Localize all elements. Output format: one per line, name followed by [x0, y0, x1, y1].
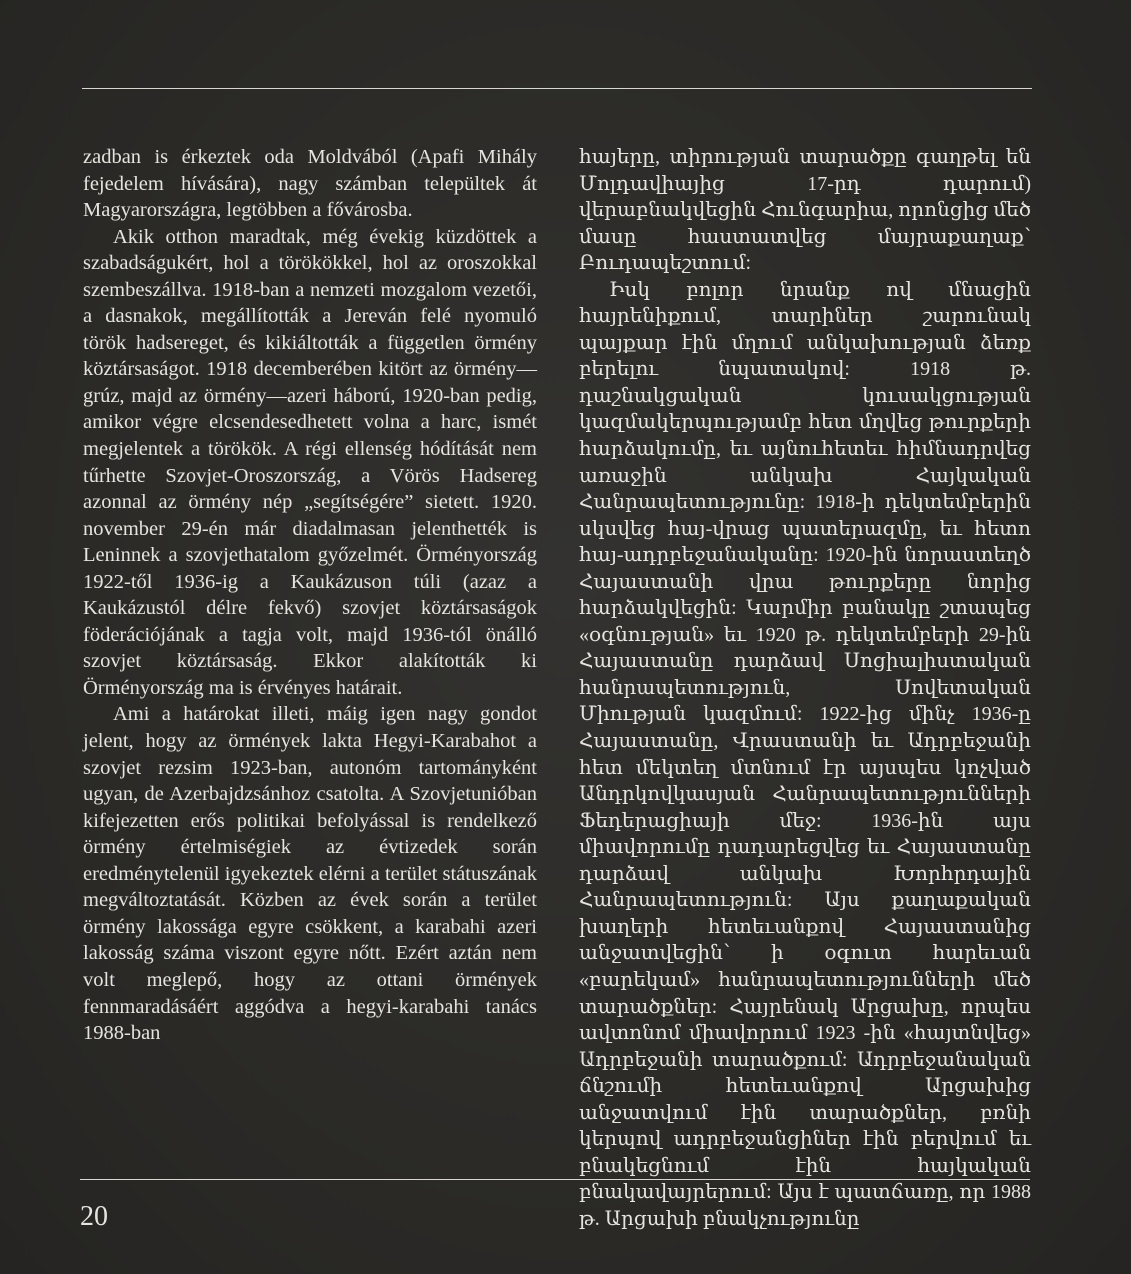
armenian-text-column: [579, 144, 1031, 1232]
paragraph: հայերը, տիրության տարածքը գաղթել են Մոլդավիայից 17-րդ դարում) վերաբնակվեցին Հունգարիա, որոնցից մեծ մասը հաստատվեց մայրաքաղաք՝ Բուդապեշտում:: [579, 146, 1031, 275]
top-rule: [82, 88, 1032, 89]
page-number: 20: [80, 1201, 108, 1232]
paragraph: Akik otthon maradtak, még évekig küzdöttek a szabadságukért, hol a törökökkel, hol az oroszokkal szembeszállva. 1918-ban a nemzeti mozgalom vezetői, a dasnakok, megállították a Jereván felé nyomuló török hadsereget, és kikiáltották a független örmény köztársaságot. 1918 decemberében kitört az örmény—grúz, majd az örmény—azeri háború, 1920-ban pedig, amikor végre elcsendesedhetett volna a harc, ismét megjelentek a törökök. A régi ellenség hódítását nem tűrhette Szovjet-Oroszország, a Vörös Hadsereg azonnal az örmény nép „segítségére” sietett. 1920. november 29-én már diadalmasan jelenthették is Leninnek a szovjethatalom győzelmét. Örményország 1922-től 1936-ig a Kaukázuson túli (azaz a Kaukázustól délre fekvő) szovjet köztársaságok föderációjának a tagja volt, majd 1936-tól önálló szovjet köztársaság. Ekkor alakították ki Örményország ma is érvényes határait.: [83, 225, 537, 699]
paragraph: Իսկ բոլոր նրանք ով մնացին հայրենիքում, տարիներ շարունակ պայքար էին մղում անկախության ձեռք բերելու նպատակով: 1918 թ. դաշնակցական կուսակցության կազմակերպությամբ հետ մղվեց թուրքերի հարձակումը, եւ այնուհետեւ հիմնադրվեց առաջին անկախ Հայկական Հանրապետությունը: 1918-ի դեկտեմբերին սկսվեց հայ-վրաց պատերազմը, եւ հետո հայ-ադրբեջանականը: 1920-ին նորաստեղծ Հայաստանի վրա թուրքերը նորից հարձակվեցին: Կարմիր բանակը շտապեց «օգնության» եւ 1920 թ. դեկտեմբերի 29-ին Հայաստանը դարձավ Սոցիալիստական հանրապետություն, Սովետական Միության կազմում: 1922-ից մինչ 1936-ը Հայաստանը, Վրաստանի եւ Ադրբեջանի հետ մեկտեղ մտնում էր այսպես կոչված Անդրկովկասյան Հանրապետությունների Ֆեդերացիայի մեջ: 1936-ին այս միավորումը դադարեցվեց եւ Հայաստանը դարձավ անկախ Խորհրդային Հանրապետություն: Այս քաղաքական խաղերի հետեւանքով Հայաստանից անջատվեցին՝ ի օգուտ հարեւան «բարեկամ» հանրապետությունների մեծ տարածքներ: Հայրենակ Արցախը, որպես ավտոնոմ միավորում 1923 -ին «հայտնվեց» Ադրբեջանի տարածքում: Ադրբեջանական ճնշումի հետեւանքով Արցախից անջատվում էին տարածքներ, բռնի կերպով ադրբեջանցիներ էին բերվում եւ բնակեցնում էին հայկական բնակավայրերում: Այս է պատճառը, որ 1988 թ. Արցախի բնակչությունը: [579, 278, 1031, 1230]
bottom-rule: [80, 1179, 1030, 1180]
paragraph: Ami a határokat illeti, máig igen nagy gondot jelent, hogy az örmények lakta Hegyi-Karabahot a szovjet rezsim 1923-ban, autonóm tartományként ugyan, de Azerbajdzsánhoz csatolta. A Szovjetunióban kifejezetten erős politikai befolyással is rendelkező örmény értelmiségiek az évtizedek során eredménytelenül igyekeztek elérni a terület státuszának megváltoztatását. Közben az évek során a terület örmény lakossága egyre csökkent, a karabahi azeri lakosság száma viszont egyre nőtt. Ezért aztán nem volt meglepő, hogy az ottani örmények fennmaradásáért aggódva a hegyi-karabahi tanács 1988-ban: [83, 703, 537, 1045]
paragraph: zadban is érkeztek oda Moldvából (Apafi Mihály fejedelem hívására), nagy számban települtek át Magyarországra, legtöbben a fővárosba.: [83, 146, 537, 222]
hungarian-text-column: [83, 144, 537, 1047]
